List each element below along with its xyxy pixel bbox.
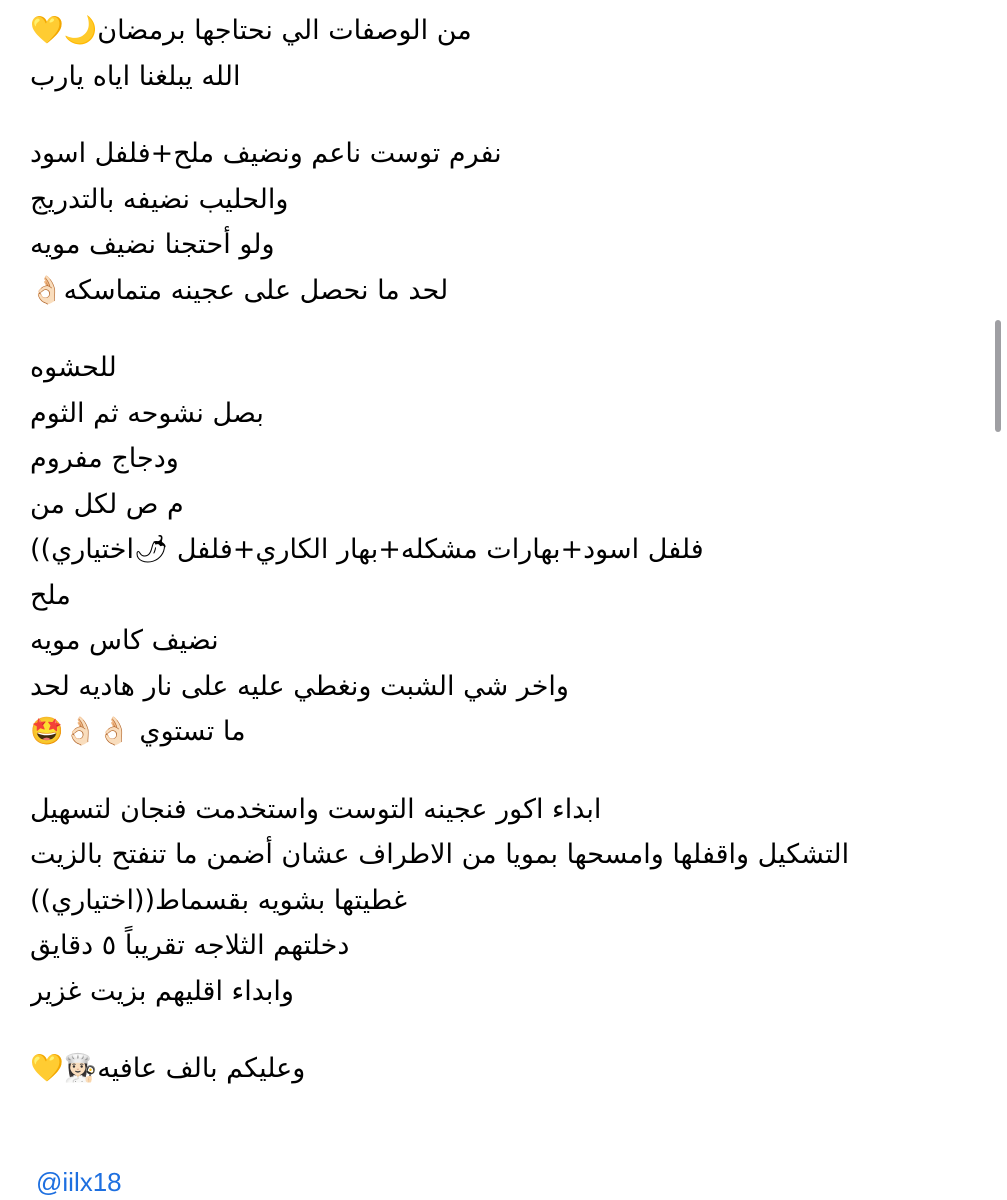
text-line: ودجاج مفروم	[30, 443, 179, 474]
text-line: وعليكم بالف عافيه👩🏻‍🍳💛	[30, 1053, 306, 1084]
text-line: ولو أحتجنا نضيف مويه	[30, 229, 275, 260]
text-line: م ص لكل من	[30, 488, 184, 520]
text-line: نضيف كاس مويه	[30, 625, 219, 656]
text-line: ابداء اكور عجينه التوست واستخدمت فنجان لتسهيل	[30, 793, 602, 825]
text-line: فلفل اسود+بهارات مشكله+بهار الكاري+فلفل 🌶اختياري))	[30, 534, 704, 565]
text-line: ما تستوي 👌🏻👌🏻🤩	[30, 716, 246, 747]
blank-line	[30, 1014, 970, 1046]
blank-line	[30, 755, 970, 787]
text-line: بصل نشوحه ثم الثوم	[30, 397, 264, 429]
blank-line	[30, 99, 970, 131]
text-line: لحد ما نحصل على عجينه متماسكه👌🏻	[30, 274, 449, 306]
text-line: واخر شي الشبت ونغطي عليه على نار هاديه لحد	[30, 670, 569, 702]
text-line: والحليب نضيفه بالتدريج	[30, 183, 289, 215]
text-line: نفرم توست ناعم ونضيف ملح+فلفل اسود	[30, 138, 502, 169]
post-text	[30, 8, 970, 1138]
text-line: من الوصفات الي نحتاجها برمضان🌙💛	[30, 15, 472, 46]
text-line: التشكيل واقفلها وامسحها بمويا من الاطراف عشان أضمن ما تنفتح بالزيت	[30, 839, 850, 870]
text-line: الله يبلغنا اياه يارب	[30, 60, 241, 92]
blank-line	[30, 313, 970, 345]
text-line: وابداء اقليهم بزيت غزير	[30, 975, 294, 1007]
text-line: ملح	[30, 579, 71, 611]
scrollbar-thumb[interactable]	[995, 320, 1001, 432]
author-handle-link[interactable]: @iilx18	[36, 1167, 122, 1197]
text-line: غطيتها بشويه بقسماط((اختياري))	[30, 884, 408, 916]
text-line: للحشوه	[30, 352, 117, 383]
text-line: دخلتهم الثلاجه تقريباً ٥ دقايق	[30, 930, 350, 961]
